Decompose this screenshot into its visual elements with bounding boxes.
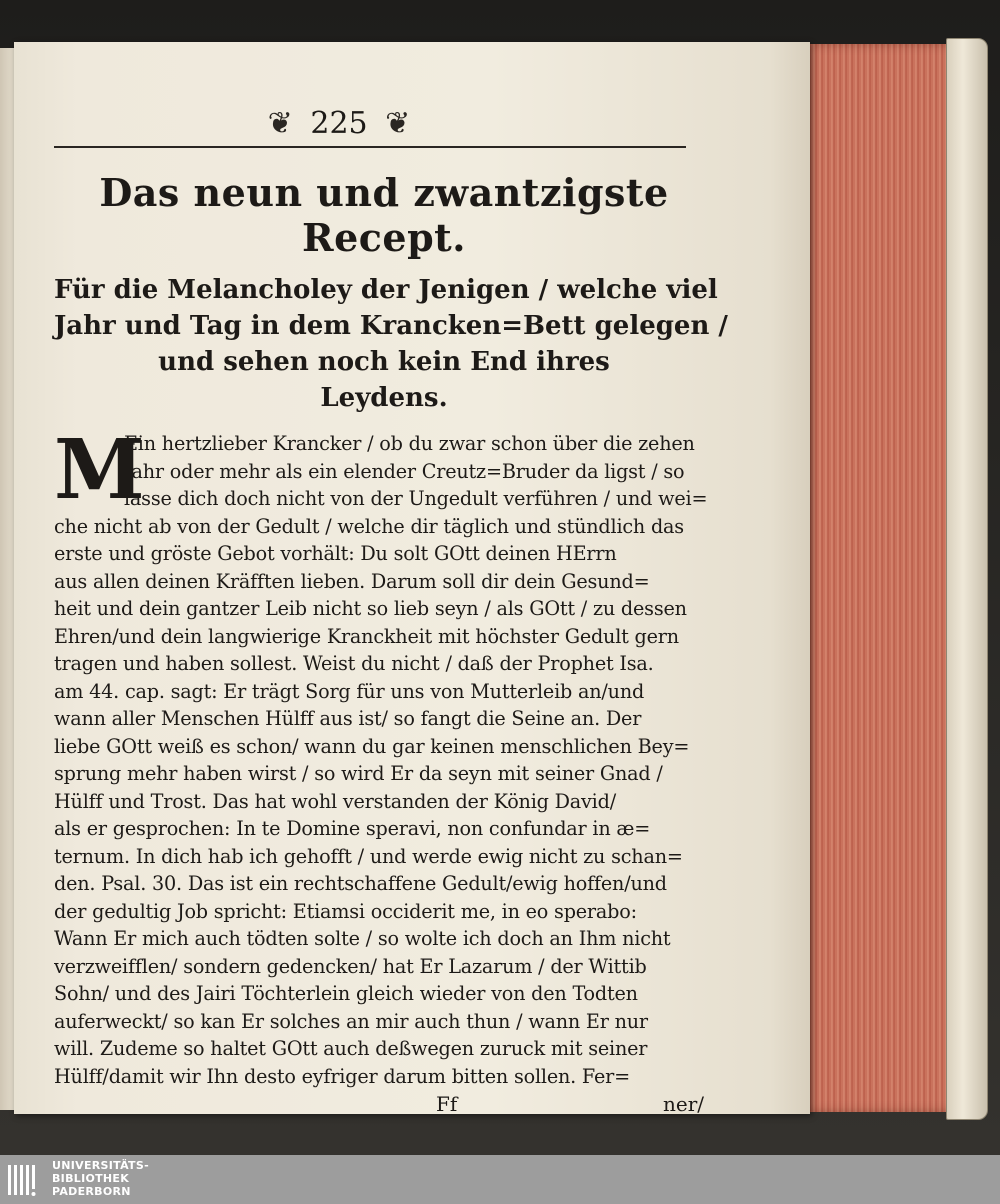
logo-line: BIBLIOTHEK [52, 1172, 130, 1185]
catchword: ner/ [662, 1092, 704, 1116]
signature-mark: Ff [436, 1092, 458, 1116]
text-line: lasse dich doch nicht von der Ungedult verführen / und wei= [124, 487, 708, 510]
page-header [0, 104, 714, 144]
text-line: auferweckt/ so kan Er solches an mir auch thun / wann Er nur [54, 1009, 648, 1033]
text-line: Jahr oder mehr als ein elender Creutz=Bruder da ligst / so [124, 459, 685, 483]
recipe-title: Das neun und zwantzigste Recept. [99, 170, 669, 260]
text-line: Hülff/damit wir Ihn desto eyfriger darum bitten sollen. Fer= [54, 1064, 630, 1088]
text-line: Wann Er mich auch tödten solte / so wolte ich doch an Ihm nicht [54, 927, 671, 950]
print-block [54, 104, 728, 1122]
text-line: will. Zudeme so haltet GOtt auch deßwegen zuruck mit seiner [54, 1037, 648, 1060]
library-footer-bar [0, 1155, 1000, 1204]
library-logo-icon [6, 1161, 46, 1199]
text-line: aus allen deinen Kräfften lieben. Darum soll dir dein Gesund= [54, 569, 650, 593]
subtitle-line: und sehen noch kein End ihres [158, 347, 610, 377]
book-cover-edge [946, 38, 988, 1120]
header-rule [54, 146, 686, 148]
subtitle-line: Jahr und Tag in dem Krancken=Bett gelegen / [54, 311, 728, 341]
text-line: den. Psal. 30. Das ist ein rechtschaffene Gedult/ewig hoffen/und [54, 872, 667, 895]
text-line: tragen und haben sollest. Weist du nicht / daß der Prophet Isa. [54, 652, 654, 675]
page-number: 225 [310, 106, 368, 141]
library-logo-text [52, 1159, 149, 1198]
text-line: am 44. cap. sagt: Er trägt Sorg für uns von Mutterleib an/und [54, 679, 645, 703]
text-line: heit und dein gantzer Leib nicht so lieb seyn / als GOtt / zu dessen [54, 597, 687, 620]
text-line: verzweifflen/ sondern gedencken/ hat Er Lazarum / der Wittib [54, 954, 647, 978]
text-line: als er gesprochen: In te Domine speravi, non confundar in æ= [54, 817, 651, 840]
text-line: Hülff und Trost. Das hat wohl verstanden der König David/ [54, 789, 616, 813]
text-line: liebe GOtt weiß es schon/ wann du gar keinen menschlichen Bey= [54, 734, 690, 758]
text-line: che nicht ab von der Gedult / welche dir täglich und stündlich das [54, 514, 684, 538]
text-line: wann aller Menschen Hülff aus ist/ so fangt die Seine an. Der [54, 707, 642, 730]
text-line: erste und gröste Gebot vorhält: Du solt GOtt deinen HErrn [54, 542, 617, 565]
text-line: ternum. In dich hab ich gehofft / und werde ewig nicht zu schan= [54, 844, 683, 868]
ornament-left-icon: ❦ [267, 106, 293, 141]
logo-line: UNIVERSITÄTS- [52, 1159, 149, 1172]
book-fore-edge [800, 44, 956, 1112]
subtitle-line: Leydens. [320, 383, 448, 413]
text-line: Ehren/und dein langwierige Kranckheit mit höchster Gedult gern [54, 624, 679, 648]
logo-line: PADERBORN [52, 1185, 131, 1198]
text-line: sprung mehr haben wirst / so wird Er da seyn mit seiner Gnad / [54, 762, 663, 785]
text-line: Ein hertzlieber Krancker / ob du zwar schon über die zehen [124, 432, 695, 455]
body-text [54, 422, 714, 1090]
subtitle-line: Für die Melancholey der Jenigen / welche viel [54, 275, 718, 305]
text-line: der gedultig Job spricht: Etiamsi occiderit me, in eo sperabo: [54, 899, 637, 923]
drop-cap: M [54, 422, 145, 518]
page-footer-line [54, 1092, 714, 1122]
book-page [14, 42, 810, 1114]
recipe-subtitle [54, 272, 728, 416]
ornament-right-icon: ❦ [385, 106, 411, 141]
text-line: Sohn/ und des Jairi Töchterlein gleich wieder von den Todten [54, 982, 638, 1005]
